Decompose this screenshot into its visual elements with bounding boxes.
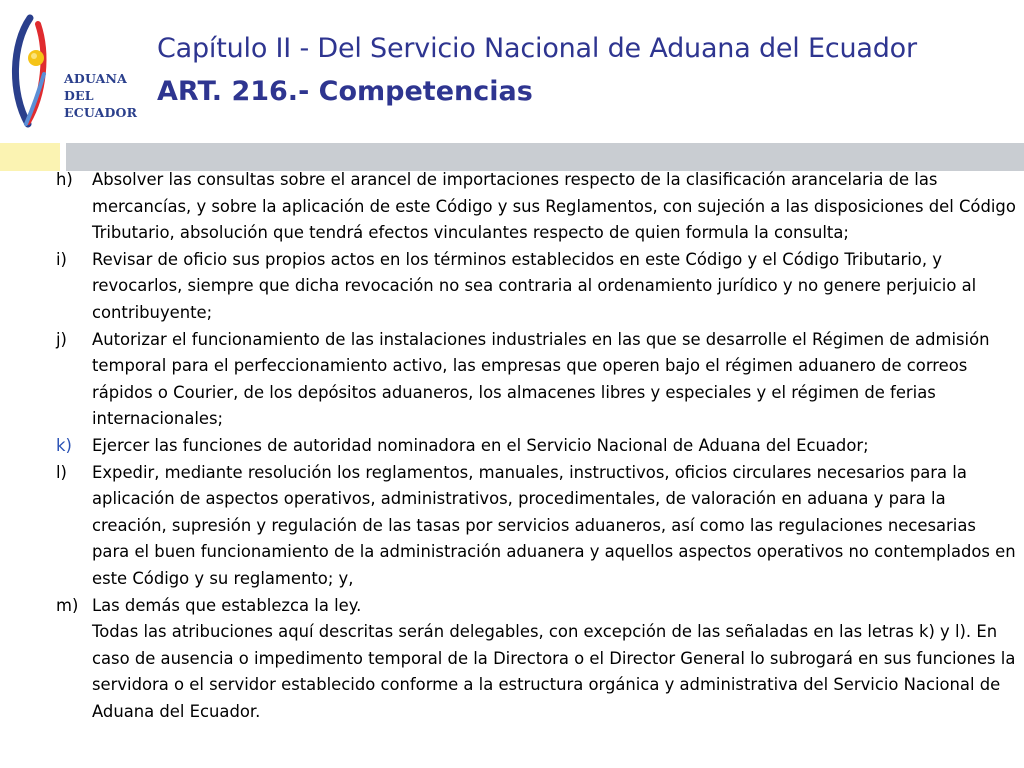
item-letter: m) [56, 595, 79, 615]
article-body [56, 167, 1018, 725]
list-item [56, 593, 1018, 620]
item-letter: h) [56, 170, 73, 189]
item-text: Absolver las consultas sobre el arancel de importaciones respecto de la clasificación arancelaria de las mercancías, y sobre la aplicación de este Código y sus Reglamentos, con sujeción a las disposiciones del Código Tributario, absolución que tendrá efectos vinculantes respecto de quien formula la consulta; [92, 170, 1016, 243]
item-letter: i) [56, 249, 67, 269]
closing-paragraph: Todas las atribuciones aquí descritas serán delegables, con excepción de las señaladas en las letras k) y l). En caso de ausencia o impedimento temporal de la Directora o el Director General lo subrogará en sus funciones la servidora o el servidor establecido conforme a la estructura orgánica y administrativa del Servicio Nacional de Aduana del Ecuador. [92, 622, 1016, 721]
item-text: Expedir, mediante resolución los reglamentos, manuales, instructivos, oficios circulares necesarios para la aplicación de aspectos operativos, administrativos, procedimentales, de valoración en aduana y para la creación, supresión y regulación de las tasas por servicios aduaneros, así como las regulaciones necesarias para el buen funcionamiento de la administración aduanera y aquellos aspectos operativos no contemplados en este Código y su reglamento; y, [92, 462, 1016, 588]
logo-line-1: ADUANA [64, 71, 128, 86]
logo-line-2: DEL [64, 88, 94, 103]
page-subtitle: ART. 216.- Competencias [157, 76, 533, 107]
item-letter: l) [56, 462, 67, 482]
list-item [56, 247, 1018, 327]
page-title: Capítulo II - Del Servicio Nacional de Aduana del Ecuador [157, 33, 917, 64]
item-text: Ejercer las funciones de autoridad nominadora en el Servicio Nacional de Aduana del Ecuador; [92, 435, 869, 455]
logo-line-3: ECUADOR [64, 105, 138, 120]
item-text: Autorizar el funcionamiento de las instalaciones industriales en las que se desarrolle el Régimen de admisión temporal para el perfeccionamiento activo, las empresas que operen bajo el régimen aduanero de correos rápidos o Courier, de los depósitos aduaneros, los almacenes libres y especiales y el régimen de ferias internacionales; [92, 329, 990, 429]
item-letter: k) [56, 435, 72, 455]
list-item [56, 327, 1018, 433]
item-text: Las demás que establezca la ley. [92, 595, 362, 615]
aduana-emblem-icon [8, 14, 68, 130]
logo-text [64, 70, 137, 121]
aduana-logo [8, 14, 138, 130]
list-item [56, 433, 1018, 460]
item-letter: j) [56, 329, 67, 349]
list-item [56, 460, 1018, 593]
item-text: Revisar de oficio sus propios actos en los términos establecidos en este Código y el Código Tributario, y revocarlos, siempre que dicha revocación no sea contraria al ordenamiento jurídico y no genere perjuicio al contribuyente; [92, 249, 977, 322]
divider-accent [0, 143, 60, 171]
list-item [56, 167, 1018, 247]
